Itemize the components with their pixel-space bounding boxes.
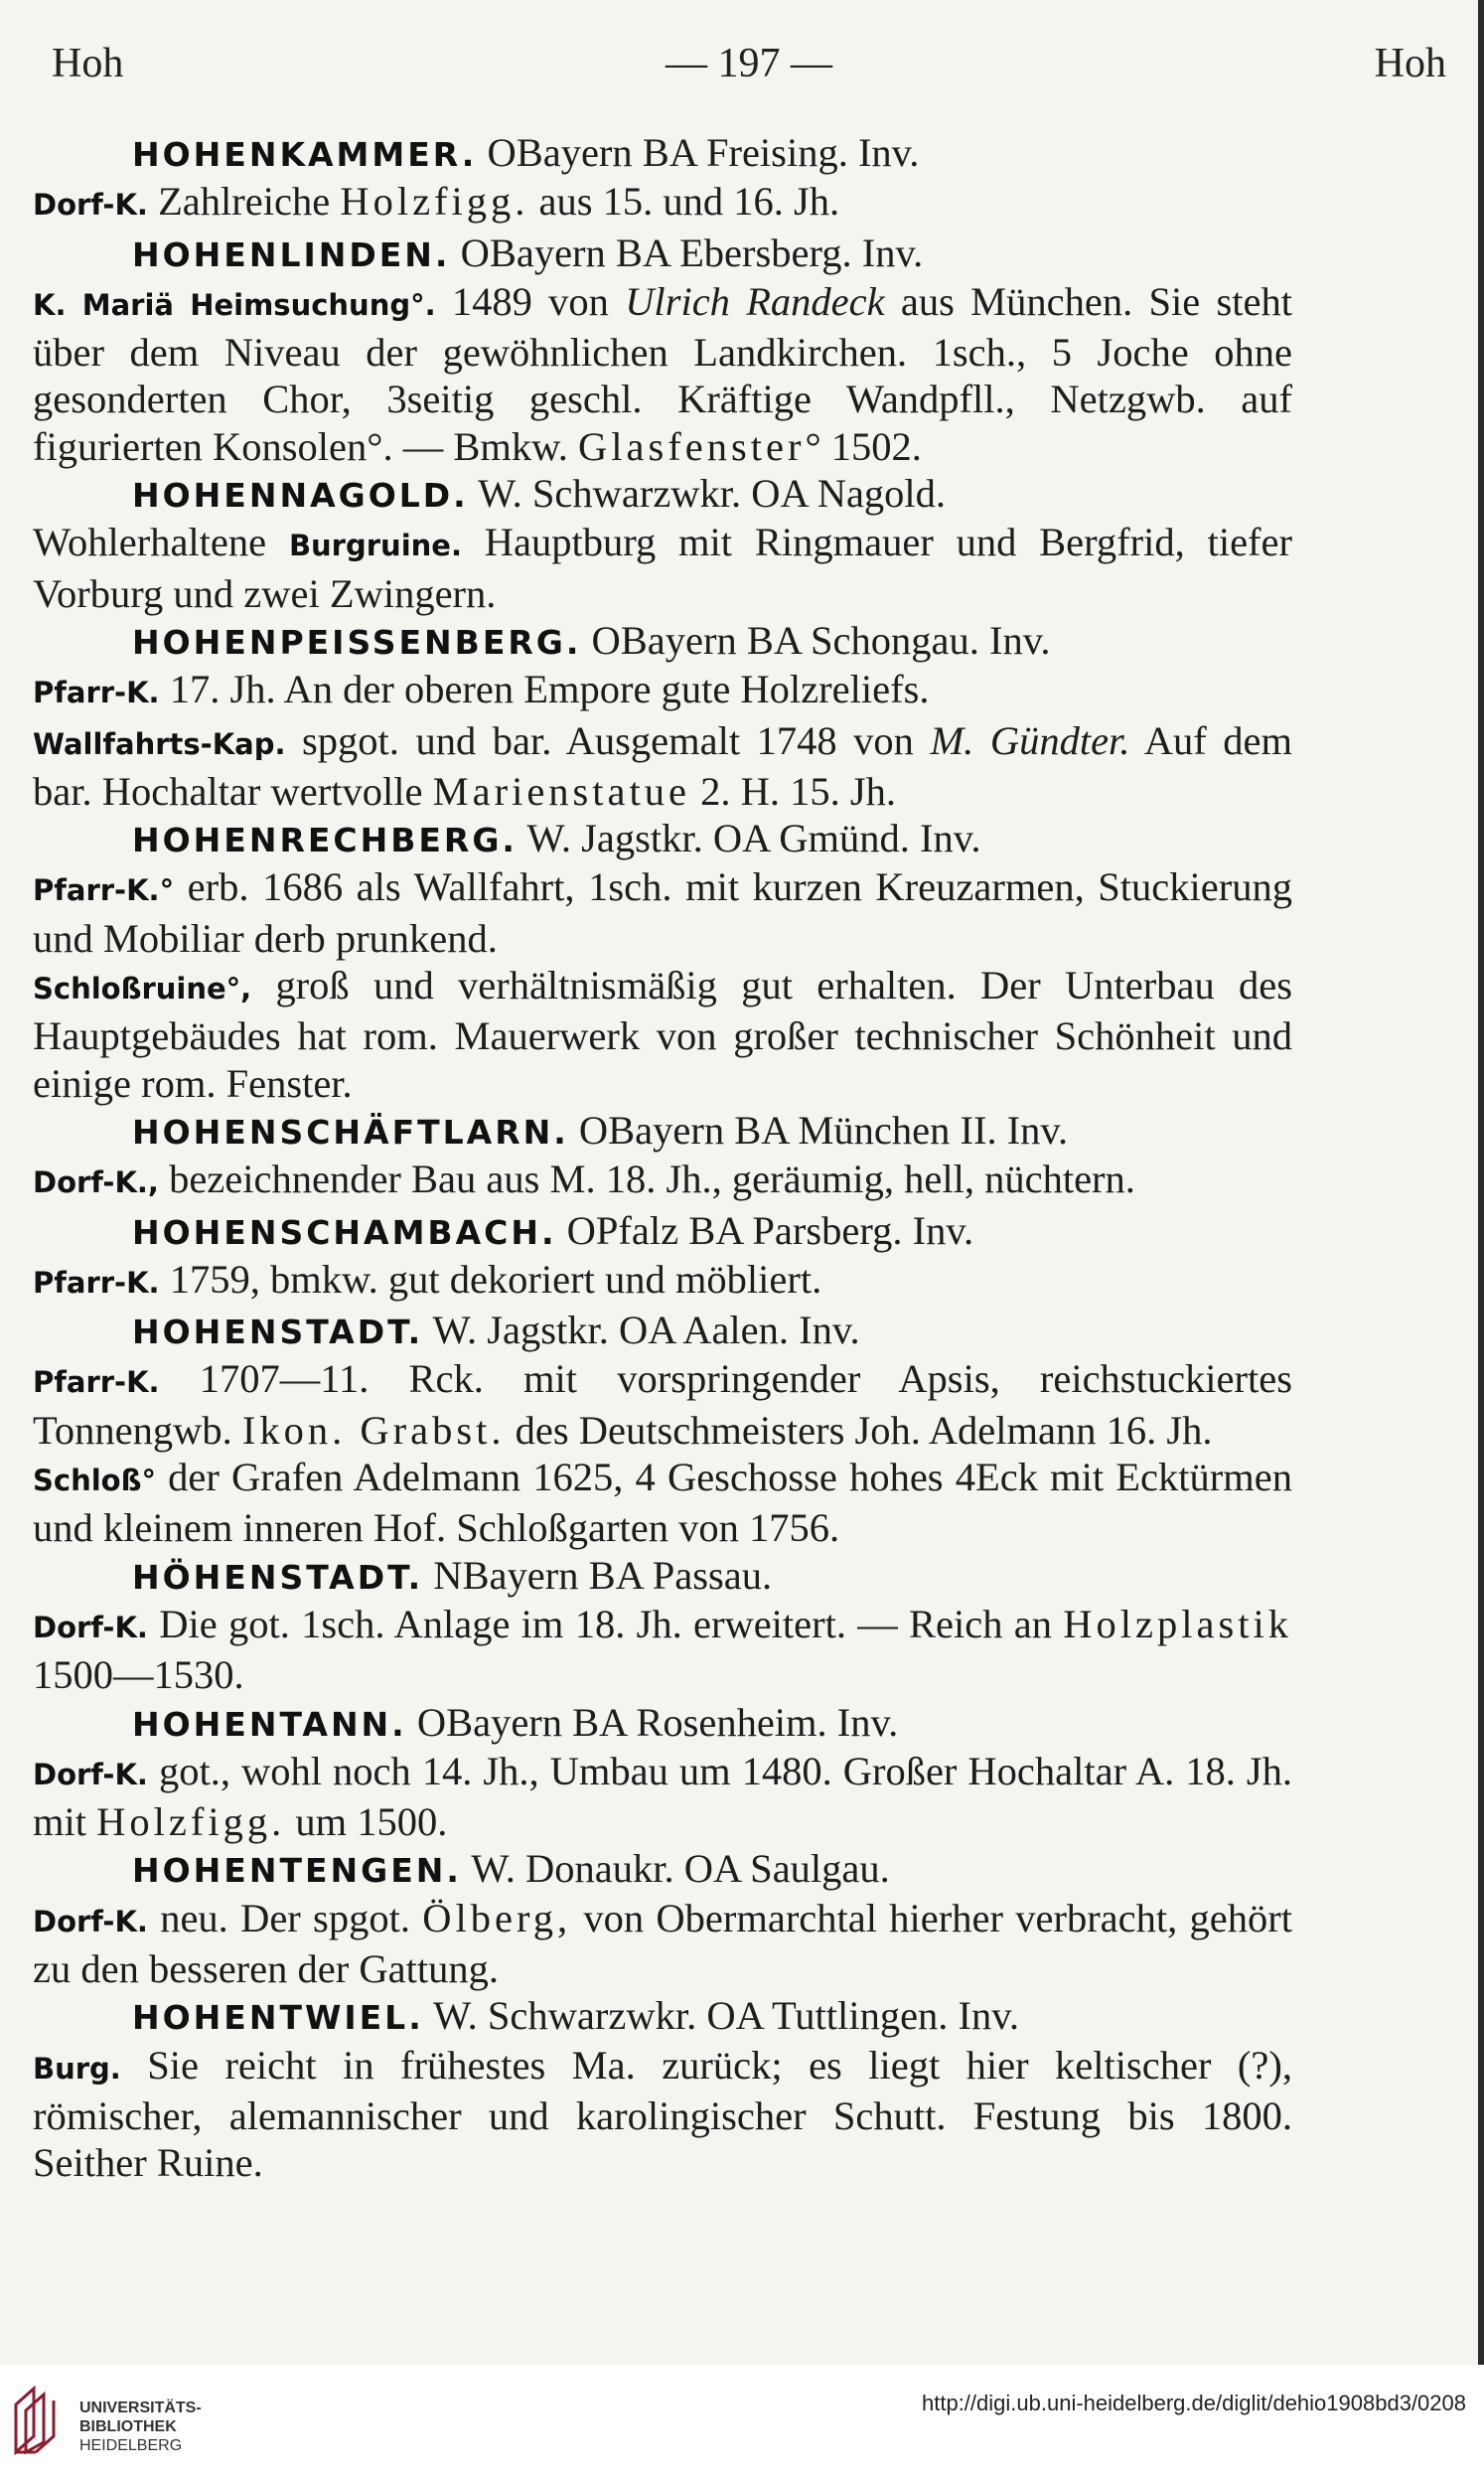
entry-heading-line (33, 1107, 1292, 1156)
entry-heading-line (33, 815, 1292, 863)
entry-text: 1759, bmkw. gut dekoriert und möbliert. (159, 1256, 822, 1302)
entry-paragraph (33, 666, 1292, 716)
spaced-emphasis: Ikon. Grabst. (241, 1407, 506, 1453)
entry-text: Zahlreiche (147, 179, 341, 225)
place-location: W. Schwarzwkr. OA Nagold. (468, 471, 947, 517)
place-location: W. Jagstkr. OA Gmünd. Inv. (517, 816, 981, 861)
entry-text: 2. H. 15. Jh. (690, 768, 897, 814)
building-keyword: Dorf-K. (33, 1610, 148, 1644)
spaced-emphasis: Holzfigg. (96, 1799, 286, 1845)
building-keyword: Burg. (33, 2051, 121, 2086)
entry-text: um 1500. (285, 1799, 448, 1845)
place-name: HOHENPEISSENBERG. (132, 622, 582, 662)
dictionary-entry (33, 129, 1292, 230)
dictionary-entry (33, 1845, 1292, 1992)
entry-text: von Obermarchtal hierher verbracht, gehört zu den besseren der Gattung. (33, 1895, 1292, 1991)
place-location: OBayern BA Ebersberg. Inv. (450, 230, 924, 275)
entry-heading-line (33, 129, 1292, 178)
entry-heading-line (33, 1699, 1292, 1748)
building-keyword: Dorf-K. (33, 188, 148, 223)
library-name-line: UNIVERSITÄTS- (79, 2400, 202, 2416)
source-url-link[interactable]: http://digi.ub.uni-heidelberg.de/diglit/dehio1908bd3/0208 (922, 2391, 1466, 2415)
place-name: HOHENSCHAMBACH. (132, 1212, 557, 1252)
entry-text: der Grafen Adelmann 1625, 4 Geschosse hohes 4Eck mit Ecktürmen und kleinem inneren Hof. Schloßgarten von 1756. (33, 1455, 1292, 1551)
footer (0, 2365, 1484, 2477)
entry-paragraph (33, 717, 1292, 816)
entry-heading-line (33, 1552, 1292, 1601)
building-keyword: Dorf-K. (33, 1757, 148, 1791)
entry-paragraph (33, 863, 1292, 962)
building-keyword: Pfarr-K. (33, 1265, 160, 1300)
entry-text: des Deutschmeisters Joh. Adelmann 16. Jh. (505, 1407, 1213, 1453)
entry-text: Sie reicht in frühestes Ma. zurück; es liegt hier keltischer (?), römischer, alemannischer und karolingischer Schutt. Festung bis 1800. Seither Ruine. (33, 2042, 1292, 2186)
library-name-line: HEIDELBERG (79, 2437, 183, 2454)
entry-text: spgot. und bar. Ausgemalt 1748 von (285, 717, 931, 763)
place-location: OBayern BA Rosenheim. Inv. (406, 1699, 899, 1745)
place-name: HOHENSTADT. (132, 1313, 424, 1352)
entry-paragraph (33, 1454, 1292, 1552)
spaced-emphasis: Holzfigg. (340, 179, 529, 225)
running-head-left: Hoh (52, 41, 124, 86)
entry-paragraph (33, 278, 1292, 470)
page-edge (1478, 0, 1484, 2365)
place-location: OBayern BA Schongau. Inv. (581, 617, 1051, 663)
place-name: HOHENNAGOLD. (132, 476, 469, 516)
place-name: HOHENRECHBERG. (132, 821, 518, 860)
library-logo-icon (12, 2383, 72, 2458)
spaced-emphasis: Ölberg, (422, 1895, 572, 1940)
entry-text: 1489 von (435, 278, 626, 324)
spaced-emphasis: Holzplastik (1063, 1601, 1292, 1646)
dictionary-entry (33, 1107, 1292, 1207)
entry-text: groß und verhältnismäßig gut erhalten. Der Unterbau des Hauptgebäudes hat rom. Mauerwerk von großer technischer Schönheit und einige rom. Fenster. (33, 963, 1292, 1106)
entry-text: ° 1502. (805, 423, 922, 469)
building-keyword: Schloßruine°, (33, 972, 252, 1006)
place-location: W. Donaukr. OA Saulgau. (461, 1846, 890, 1892)
entry-text: 1500—1530. (33, 1652, 244, 1698)
place-name: HOHENTWIEL. (132, 1998, 424, 2038)
entry-paragraph (33, 1748, 1292, 1846)
dictionary-entry (33, 1552, 1292, 1699)
library-name (79, 2399, 202, 2455)
dictionary-entry (33, 1992, 1292, 2186)
place-name: HOHENLINDEN. (132, 234, 451, 274)
entry-text: Die got. 1sch. Anlage im 18. Jh. erweitert. — Reich an (147, 1601, 1064, 1646)
spaced-emphasis: Marienstatue (432, 768, 691, 814)
place-location: OPfalz BA Parsberg. Inv. (556, 1207, 974, 1253)
entry-paragraph (33, 178, 1292, 229)
building-keyword: Pfarr-K. (33, 1365, 160, 1400)
building-keyword: Dorf-K. (33, 1904, 148, 1938)
entry-heading-line (33, 230, 1292, 278)
entry-heading-line (33, 617, 1292, 666)
place-location: OBayern BA München II. Inv. (568, 1107, 1069, 1153)
entry-text: neu. Der spgot. (147, 1895, 423, 1940)
dictionary-entry (33, 1307, 1292, 1551)
entry-paragraph (33, 962, 1292, 1107)
building-keyword: Pfarr-K.° (33, 873, 175, 908)
entry-heading-line (33, 1845, 1292, 1894)
building-keyword: Dorf-K., (33, 1165, 159, 1200)
entry-text: Auf dem bar. Hochaltar wertvolle (33, 717, 1292, 814)
entry-heading-line (33, 1992, 1292, 2041)
running-head (52, 40, 1446, 99)
artist-name: M. Gündter. (930, 717, 1130, 763)
place-name: HÖHENSTADT. (132, 1557, 424, 1597)
page-number: — 197 — (666, 41, 832, 86)
spaced-emphasis: Glasfenster (578, 423, 806, 469)
place-name: HOHENSCHÄFTLARN. (132, 1112, 569, 1152)
dictionary-entry (33, 470, 1292, 617)
entry-text: aus 15. und 16. Jh. (528, 179, 840, 225)
building-keyword: Pfarr-K. (33, 676, 160, 710)
place-name: HOHENTANN. (132, 1704, 407, 1744)
entry-paragraph (33, 1895, 1292, 1993)
dictionary-entry (33, 1207, 1292, 1308)
entry-paragraph (33, 2042, 1292, 2187)
building-keyword: Schloß° (33, 1464, 156, 1498)
dictionary-entry (33, 1699, 1292, 1846)
artist-name: Ulrich Randeck (625, 278, 885, 324)
running-head-right: Hoh (1374, 41, 1446, 86)
building-keyword: Wallfahrts-Kap. (33, 726, 286, 761)
dictionary-entry (33, 230, 1292, 470)
building-keyword: Burgruine. (288, 529, 462, 563)
entry-paragraph (33, 1256, 1292, 1307)
entry-paragraph (33, 1156, 1292, 1206)
page-text (33, 129, 1292, 2186)
entry-text: Wohlerhaltene (33, 520, 289, 565)
entry-paragraph (33, 1355, 1292, 1454)
entry-paragraph (33, 519, 1292, 617)
building-keyword: K. Mariä Heimsuchung°. (33, 287, 436, 322)
entry-heading-line (33, 1307, 1292, 1355)
place-location: OBayern BA Freising. Inv. (477, 130, 920, 175)
place-name: HOHENKAMMER. (132, 135, 478, 174)
place-name: HOHENTENGEN. (132, 1851, 462, 1891)
entry-text: Hauptburg mit Ringmauer und Bergfrid, tiefer Vorburg und zwei Zwingern. (33, 520, 1292, 616)
place-location: NBayern BA Passau. (423, 1552, 773, 1598)
place-location: W. Schwarzwkr. OA Tuttlingen. Inv. (423, 1993, 1020, 2039)
entry-text: bezeichnender Bau aus M. 18. Jh., geräumig, hell, nüchtern. (158, 1157, 1135, 1202)
entry-text: got., wohl noch 14. Jh., Umbau um 1480. Großer Hochaltar A. 18. Jh. mit (33, 1748, 1292, 1845)
library-name-line: BIBLIOTHEK (79, 2418, 177, 2435)
entry-text: 17. Jh. An der oberen Empore gute Holzreliefs. (159, 667, 930, 712)
dictionary-entry (33, 815, 1292, 1107)
entry-text: aus München. Sie steht über dem Niveau der gewöhnlichen Landkirchen. 1sch., 5 Joche ohne gesonderten Chor, 3seitig geschl. Kräftige Wandpfll., Netzgwb. auf figurierten Konsolen°. — Bmkw. (33, 278, 1293, 469)
entry-heading-line (33, 1207, 1292, 1256)
entry-paragraph (33, 1601, 1292, 1699)
dictionary-entry (33, 617, 1292, 815)
place-location: W. Jagstkr. OA Aalen. Inv. (423, 1308, 860, 1353)
entry-text: erb. 1686 als Wallfahrt, 1sch. mit kurzen Kreuzarmen, Stuckierung und Mobiliar derb prunkend. (33, 864, 1292, 961)
entry-heading-line (33, 470, 1292, 519)
entry-text: 1707—11. Rck. mit vorspringender Apsis, reichstuckiertes Tonnengwb. (33, 1356, 1292, 1453)
